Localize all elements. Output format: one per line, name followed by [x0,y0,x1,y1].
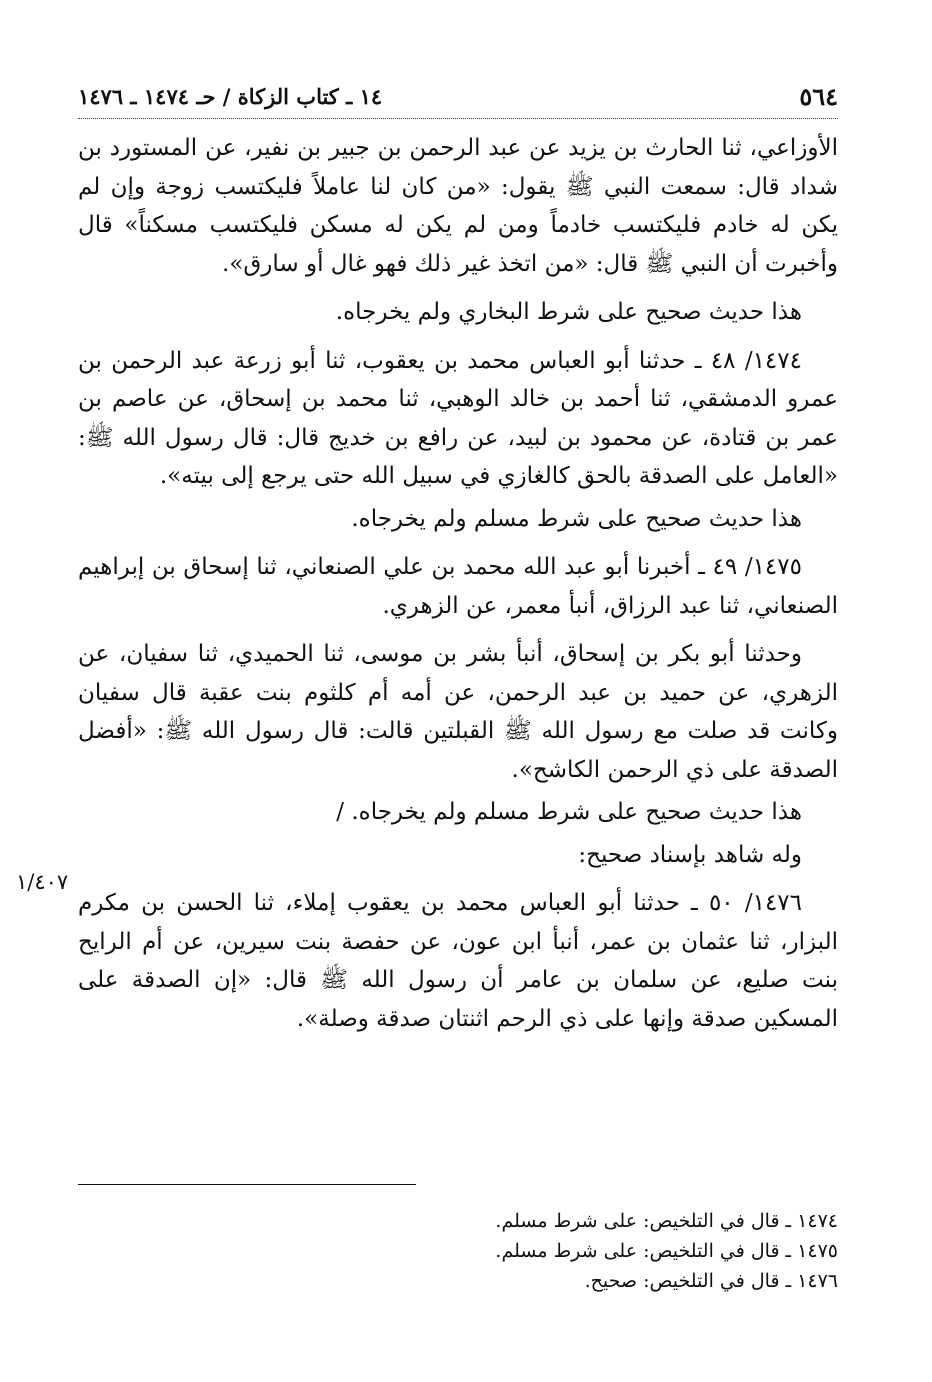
footnote-1474: ١٤٧٤ ـ قال في التلخيص: على شرط مسلم. [495,1210,838,1232]
hadith-1476: ١٤٧٦/ ٥٠ ـ حدثنا أبو العباس محمد بن يعقوب إملاء، ثنا الحسن بن مكرم البزار، ثنا عثمان بن عمر، أنبأ ابن عون، عن حفصة بنت سيرين، عن أم الرايح بنت صليع، عن سلمان بن عامر أن رسول الله ﷺ قال: «إن الصدقة على المسكين صدقة وإنها على ذي الرحم اثنتان صدقة وصلة». [78,890,838,1032]
grading-note: هذا حديث صحيح على شرط البخاري ولم يخرجاه. [335,299,802,325]
margin-volume-page-note: ١/٤٠٧ [16,870,69,894]
page-number: ٥٦٤ [799,82,838,111]
hadith-1474: ١٤٧٤/ ٤٨ ـ حدثنا أبو العباس محمد بن يعقوب، ثنا أبو زرعة عبد الرحمن بن عمرو الدمشقي، ثنا أحمد بن خالد الوهبي، ثنا محمد بن إسحاق، عن عاصم بن عمر بن قتادة، عن محمود بن لبيد، عن رافع بن خديج قال: قال رسول الله ﷺ: «العامل على الصدقة بالحق كالغازي في سبيل الله حتى يرجع إلى بيته». [78,347,838,489]
paragraph-continuation: الأوزاعي، ثنا الحارث بن يزيد عن عبد الرحمن بن جبير بن نفير، عن المستورد بن شداد قال: سمعت النبي ﷺ يقول: «من كان لنا عاملاً فليكتسب زوجة وإن لم يكن له خادم فليكتسب خادماً ومن لم يكن له مسكن فليكتسب مسكناً» قال وأخبرت أن النبي ﷺ قال: «من اتخذ غير ذلك فهو غال أو سارق». [78,135,838,277]
supporting-narration-note: وله شاهد بإسناد صحيح: [578,841,802,868]
footnotes [278,1206,838,1296]
footnote-1475: ١٤٧٥ ـ قال في التلخيص: على شرط مسلم. [495,1240,838,1262]
hadith-1475: ١٤٧٥/ ٤٩ ـ أخبرنا أبو عبد الله محمد بن علي الصنعاني، ثنا إسحاق بن إبراهيم الصنعاني، ثنا عبد الرزاق، أنبأ معمر، عن الزهري. [78,554,838,619]
running-header [78,78,838,119]
footnote-1476: ١٤٧٦ ـ قال في التلخيص: صحيح. [584,1270,838,1292]
grading-note: هذا حديث صحيح على شرط مسلم ولم يخرجاه. / [336,799,802,825]
footnote-divider [78,1184,416,1185]
grading-note: هذا حديث صحيح على شرط مسلم ولم يخرجاه. [351,505,802,532]
header-title: ١٤ ـ كتاب الزكاة / حـ ١٤٧٤ ـ ١٤٧٦ [78,84,383,109]
page-body [78,78,838,1038]
hadith-1475-second-chain: وحدثنا أبو بكر بن إسحاق، أنبأ بشر بن موسى، ثنا الحميدي، ثنا سفيان، عن الزهري، عن حميد بن عبد الرحمن، عن أمه أم كلثوم بنت عقبة قال سفيان وكانت قد صلت مع رسول الله ﷺ القبلتين قالت: قال رسول الله ﷺ: «أفضل الصدقة على ذي الرحمن الكاشح». [78,641,838,783]
